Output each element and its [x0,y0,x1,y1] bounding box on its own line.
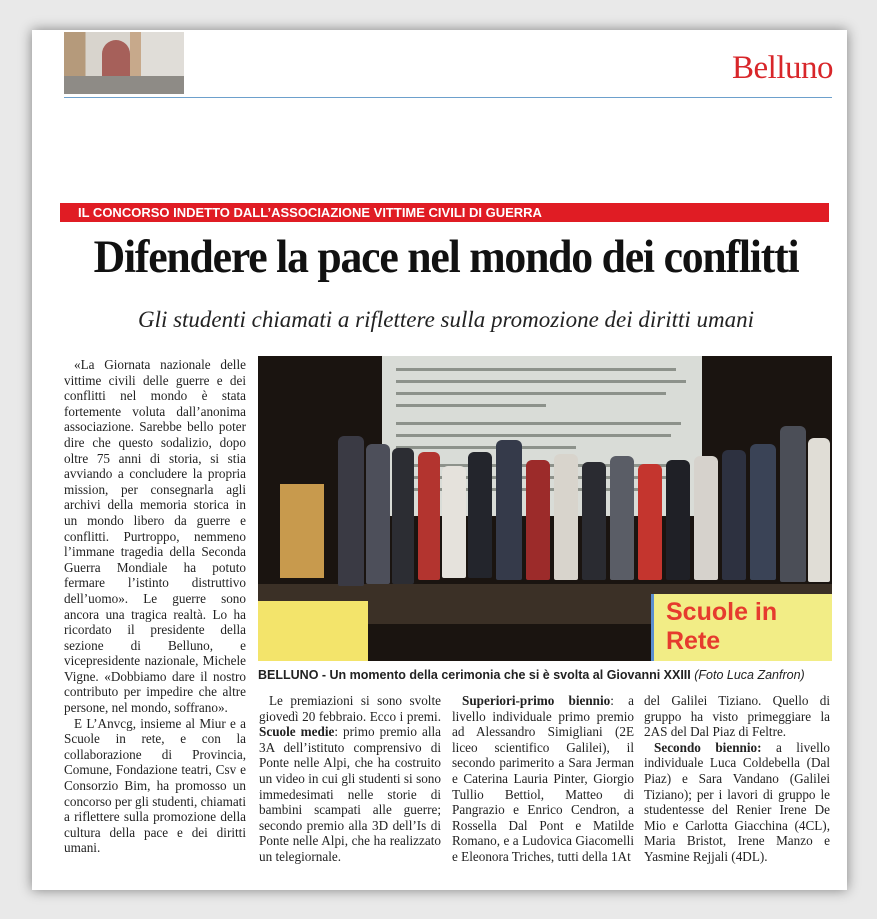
col2-label-scuole-medie: Scuole medie [259,724,335,740]
article-photo [258,356,832,661]
col3-text: : a livello individuale primo premio ad Alessandro Simigliani (2E liceo scientifico Galilei), il secondo parimerito a Sara Jerman e Caterina Lauria Pinter, Giorgio Tullio Bettiol, Matteo di Pangrazio e Enrico Cendron, a Rossella Dal Pont e Matilde Romano, e a Ludovica Giacomelli e Eleonora Triches, tutti della 1At [452,693,634,864]
banner-text: Scuole in Rete [666,598,778,655]
kicker-bar: IL CONCORSO INDETTO DALL’ASSOCIAZIONE VITTIME CIVILI DI GUERRA [60,203,829,222]
photo-caption [258,668,838,682]
thumbnail-arch [102,40,130,76]
caption-text: - Un momento della cerimonia che si è svolta al Giovanni XXIII [318,668,695,682]
left-banner [258,601,368,661]
article-column-3 [452,693,634,865]
article-column-2 [259,693,441,865]
col4-paragraph-1: del Galilei Tiziano. Quello di gruppo ha visto primeggiare la 2AS del Dal Piaz di Feltre. [644,693,830,740]
caption-place: BELLUNO [258,668,319,682]
col2-text-a: Le premiazioni si sono svolte giovedì 20 febbraio. Ecco i premi. [259,693,441,724]
newspaper-page [32,30,847,890]
section-thumbnail-image [64,32,184,94]
col1-paragraph-2: E L’Anvcg, insieme al Miur e a Scuole in rete, e con la collaborazione di Provincia, Comune, Fondazione teatri, Csv e Consorzio Bim, ha promosso un concorso per gli studenti, chiamati a riflettere sulla promozione della cultura della pace e dei diritti umani. [64,715,247,856]
col1-paragraph-1: «La Giornata nazionale delle vittime civili delle guerre e dei conflitti nel mondo è stata fortemente voluta dall’anonima associazione. Sarebbe bello poter dire che questo sodalizio, dopo oltre 75 anni di storia, si stia avviando a concludere la propria mission, per consegnarla agli archivi della memoria storica in un mondo libero da guerre e conflitti. Purtroppo, nemmeno l’immane tragedia della Seconda Guerra Mondiale ha potuto fermare l’istinto distruttivo dell’uomo». Le guerre sono ancora una tragica realtà. Lo ha ricordato il presidente della sezione di Belluno, e vicepresidente nazionale, Michele Vigne. «Dobbiamo dare il nostro contributo per impedire che altre persone, nel mondo, soffrano». [64,357,246,716]
scuole-in-rete-banner [651,594,832,661]
col4-label-secondo-biennio: Secondo biennio: [654,739,762,755]
article-column-4 [644,693,830,865]
header-rule [64,97,832,98]
col3-label-superiori: Superiori-primo biennio [462,693,611,708]
podium [280,484,324,578]
caption-credit: (Foto Luca Zanfron) [694,668,805,682]
article-column-1 [64,357,246,856]
section-title: Belluno [732,50,833,86]
col2-text-b: : primo premio alla 3A dell’istituto comprensivo di Ponte nelle Alpi, che ha costruito un video in cui gli studenti si sono immedesimati nelle storie di bambini scampati alle guerre; secondo premio alla 3D dell’Is di Ponte nelle Alpi, che ha realizzato un telegiornale. [259,724,441,864]
headline: Difendere la pace nel mondo dei conflitti [93,231,799,283]
col4-text: a livello individuale Luca Coldebella (Dal Piaz) e Sara Vandano (Galilei Tiziano); per i lavori di gruppo le studentesse del Renier Irene De Mio e Carlotta Giacchina (4CL), Maria Bristot, Irene Manzo e Yasmine Rejjali (4DL). [644,739,830,864]
thumbnail-ground [64,76,184,94]
subheadline: Gli studenti chiamati a riflettere sulla promozione dei diritti umani [137,307,755,332]
